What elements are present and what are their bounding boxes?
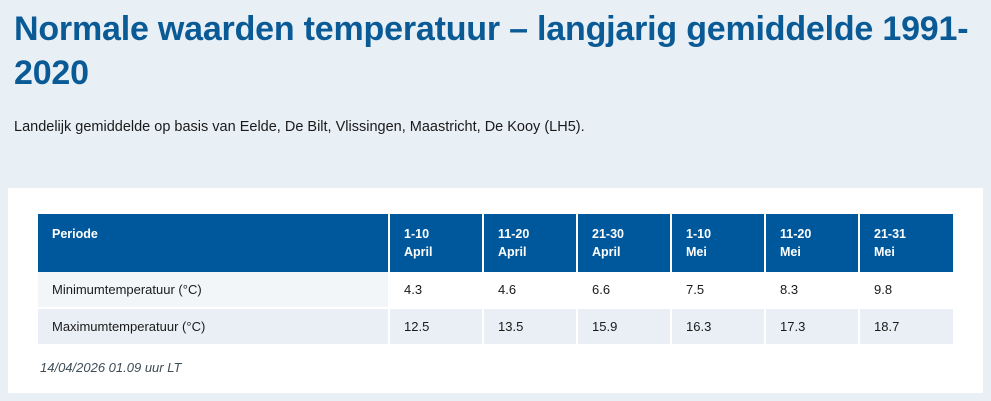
cell-max-21-30-april: 15.9 [577,308,671,345]
table-header [38,214,953,272]
table-row [38,308,953,345]
cell-max-21-31-mei: 18.7 [859,308,953,345]
column-header-line1: Periode [52,227,98,241]
column-header-line1: 21-31 [874,227,906,241]
column-header-1-10-april [389,214,483,272]
column-header-line1: 21-30 [592,227,624,241]
cell-max-11-20-april: 13.5 [483,308,577,345]
cell-min-21-31-mei: 9.8 [859,272,953,308]
column-header-line2: April [592,245,621,260]
cell-max-1-10-april: 12.5 [389,308,483,345]
column-header-21-31-mei [859,214,953,272]
table-card [8,188,983,393]
row-label-maximumtemperatuur: Maximumtemperatuur (°C) [38,308,389,345]
column-header-11-20-april [483,214,577,272]
normals-table [38,214,953,346]
page-header [0,0,991,137]
cell-max-11-20-mei: 17.3 [765,308,859,345]
column-header-line1: 1-10 [686,227,712,241]
cell-min-11-20-april: 4.6 [483,272,577,308]
column-header-line1: 1-10 [404,227,430,241]
table-row [38,272,953,308]
cell-max-1-10-mei: 16.3 [671,308,765,345]
column-header-11-20-mei [765,214,859,272]
cell-min-1-10-april: 4.3 [389,272,483,308]
row-label-minimumtemperatuur: Minimumtemperatuur (°C) [38,272,389,308]
timestamp-footnote: 14/04/2026 01.09 uur LT [40,360,182,376]
table-header-row [38,214,953,272]
column-header-1-10-mei [671,214,765,272]
cell-min-11-20-mei: 8.3 [765,272,859,308]
cell-min-1-10-mei: 7.5 [671,272,765,308]
column-header-line1: 11-20 [780,227,812,241]
page-subtitle: Landelijk gemiddelde op basis van Eelde, De Bilt, Vlissingen, Maastricht, De Kooy (LH5). [14,119,585,136]
column-header-line2: Mei [686,245,707,260]
column-header-line2: April [498,245,527,260]
cell-min-21-30-april: 6.6 [577,272,671,308]
column-header-line2: Mei [874,245,895,260]
table-body [38,272,953,345]
column-header-periode [38,214,389,272]
column-header-21-30-april [577,214,671,272]
column-header-line2: Mei [780,245,801,260]
column-header-line2: April [404,245,433,260]
page-title: Normale waarden temperatuur – langjarig gemiddelde 1991-2020 [14,10,969,92]
column-header-line1: 11-20 [498,227,530,241]
